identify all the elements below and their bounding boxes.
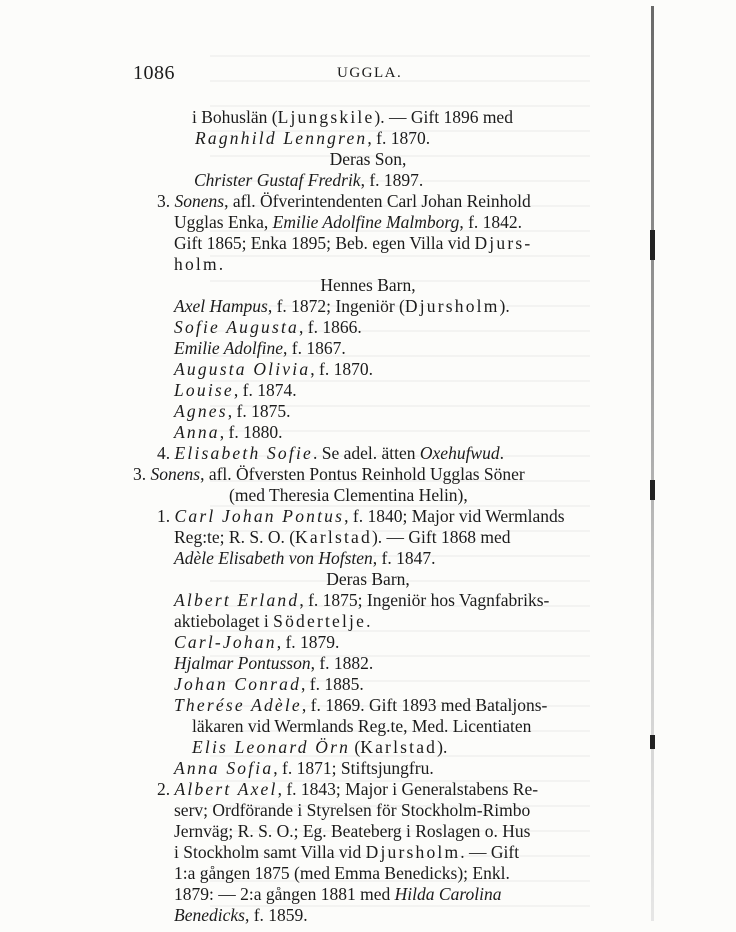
text-line: Anna Sofia, f. 1871; Stiftsjungfru.: [174, 758, 434, 778]
text-line: Augusta Olivia, f. 1870.: [174, 359, 373, 379]
gutter-mark: [650, 735, 655, 749]
text-line: (med Theresia Clementina Helin),: [229, 485, 468, 505]
text-line: läkaren vid Wermlands Reg.te, Med. Licentiaten: [192, 716, 532, 736]
text-line: Hjalmar Pontusson, f. 1882.: [174, 653, 374, 673]
page-gutter-edge: [651, 6, 654, 921]
text-line: Albert Erland, f. 1875; Ingeniör hos Vagnfabriks-: [174, 590, 550, 610]
entry-line: 3. Sonens, afl. Öfverintendenten Carl Johan Reinhold: [157, 191, 531, 211]
text-line: Emilie Adolfine, f. 1867.: [174, 338, 346, 358]
text-line: Louise, f. 1874.: [174, 380, 297, 400]
gutter-mark: [650, 480, 655, 500]
text-line: 1879: — 2:a gången 1881 med Hilda Carolina: [174, 884, 502, 904]
text-line: Reg:te; R. S. O. (Karlstad). — Gift 1868 med: [174, 527, 511, 547]
text-line: Agnes, f. 1875.: [174, 401, 291, 421]
text-line: Ugglas Enka, Emilie Adolfine Malmborg, f. 1842.: [174, 212, 523, 232]
entry-line: 2. Albert Axel, f. 1843; Major i Generalstabens Re-: [157, 779, 539, 799]
text-line: serv; Ordförande i Styrelsen för Stockholm-Rimbo: [174, 800, 531, 820]
gutter-mark: [650, 230, 655, 260]
text-line: Axel Hampus, f. 1872; Ingeniör (Djursholm).: [174, 296, 510, 316]
entry-line: 1. Carl Johan Pontus, f. 1840; Major vid Wermlands: [157, 506, 565, 526]
running-title: UGGLA.: [337, 65, 403, 81]
text-line: Carl-Johan, f. 1879.: [174, 632, 340, 652]
text-line: Christer Gustaf Fredrik, f. 1897.: [194, 170, 424, 190]
text-line: Ragnhild Lenngren, f. 1870.: [195, 128, 431, 148]
text-line: Therése Adèle, f. 1869. Gift 1893 med Bataljons-: [174, 695, 548, 715]
text-line: holm.: [174, 254, 224, 274]
text-line: i Stockholm samt Villa vid Djursholm. — Gift: [174, 842, 520, 862]
page-header: [133, 62, 613, 86]
entry-line: 3. Sonens, afl. Öfversten Pontus Reinhold Ugglas Söner: [133, 464, 525, 484]
page-number: 1086: [133, 62, 175, 84]
section-heading: Deras Barn,: [326, 569, 410, 589]
text-line: Johan Conrad, f. 1885.: [174, 674, 364, 694]
text-line: Benedicks, f. 1859.: [174, 905, 308, 925]
text-line: Sofie Augusta, f. 1866.: [174, 317, 362, 337]
text-line: Adèle Elisabeth von Hofsten, f. 1847.: [174, 548, 436, 568]
entry-line: 4. Elisabeth Sofie. Se adel. ätten Oxehufwud.: [157, 443, 504, 463]
section-heading: Hennes Barn,: [320, 275, 416, 295]
text-line: aktiebolaget i Södertelje.: [174, 611, 371, 631]
section-heading: Deras Son,: [329, 149, 407, 169]
text-line: 1:a gången 1875 (med Emma Benedicks); Enkl.: [174, 863, 510, 883]
text-line: Gift 1865; Enka 1895; Beb. egen Villa vid Djurs-: [174, 233, 533, 253]
text-line: i Bohuslän (Ljungskile). — Gift 1896 med: [192, 107, 513, 127]
text-line: Elis Leonard Örn (Karlstad).: [192, 737, 448, 757]
text-line: Anna, f. 1880.: [174, 422, 283, 442]
text-line: Jernväg; R. S. O.; Eg. Beateberg i Roslagen o. Hus: [174, 821, 531, 841]
